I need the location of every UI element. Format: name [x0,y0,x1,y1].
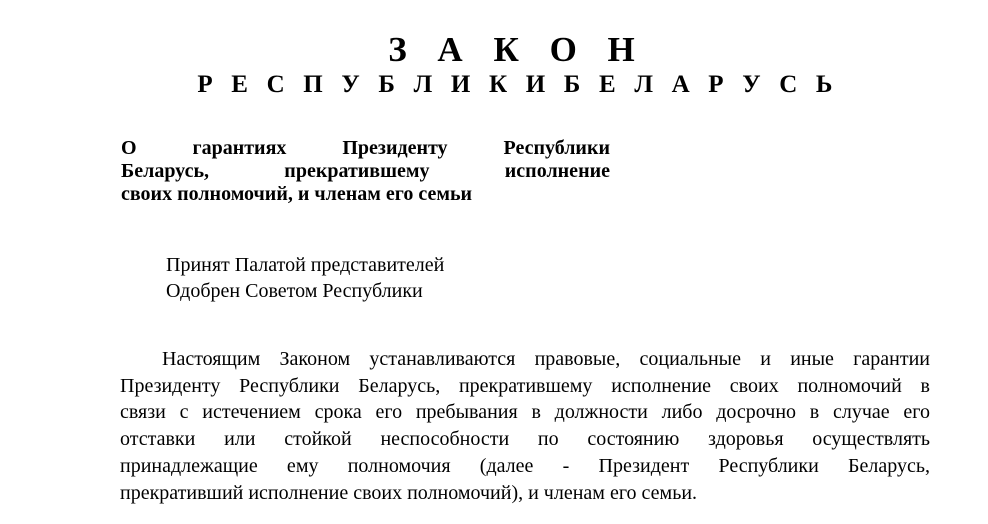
preamble-line: связи с истечением срока его пребывания в должности либо досрочно в случае его [120,401,930,424]
law-subject [121,137,610,206]
preamble-line: Президенту Республики Беларусь, прекратившему исполнение своих полномочий в [120,374,930,397]
law-subject-line: Беларусь, прекратившему исполнение [121,160,610,182]
adoption-notes [166,252,444,304]
adopted-by-house: Принят Палатой представителей [166,254,445,276]
preamble-paragraph [120,346,930,506]
approved-by-council: Одобрен Советом Республики [166,280,423,302]
preamble-line: Настоящим Законом устанавливаются правовые, социальные и иные гарантии [162,348,930,370]
preamble-line: принадлежащие ему полномочия (далее - Президент Республики Беларусь, [120,454,930,477]
law-subject-line: О гарантиях Президенту Республики [121,137,610,159]
preamble-line: отставки или стойкой неспособности по состоянию здоровья осуществлять [120,428,930,451]
law-title: З А К О Н [388,30,646,69]
law-subject-line: своих полномочий, и членам его семьи [121,183,473,205]
law-title-country: Р Е С П У Б Л И К И Б Е Л А Р У С Ь [197,71,839,98]
preamble-line: прекративший исполнение своих полномочий), и членам его семьи. [120,481,698,504]
